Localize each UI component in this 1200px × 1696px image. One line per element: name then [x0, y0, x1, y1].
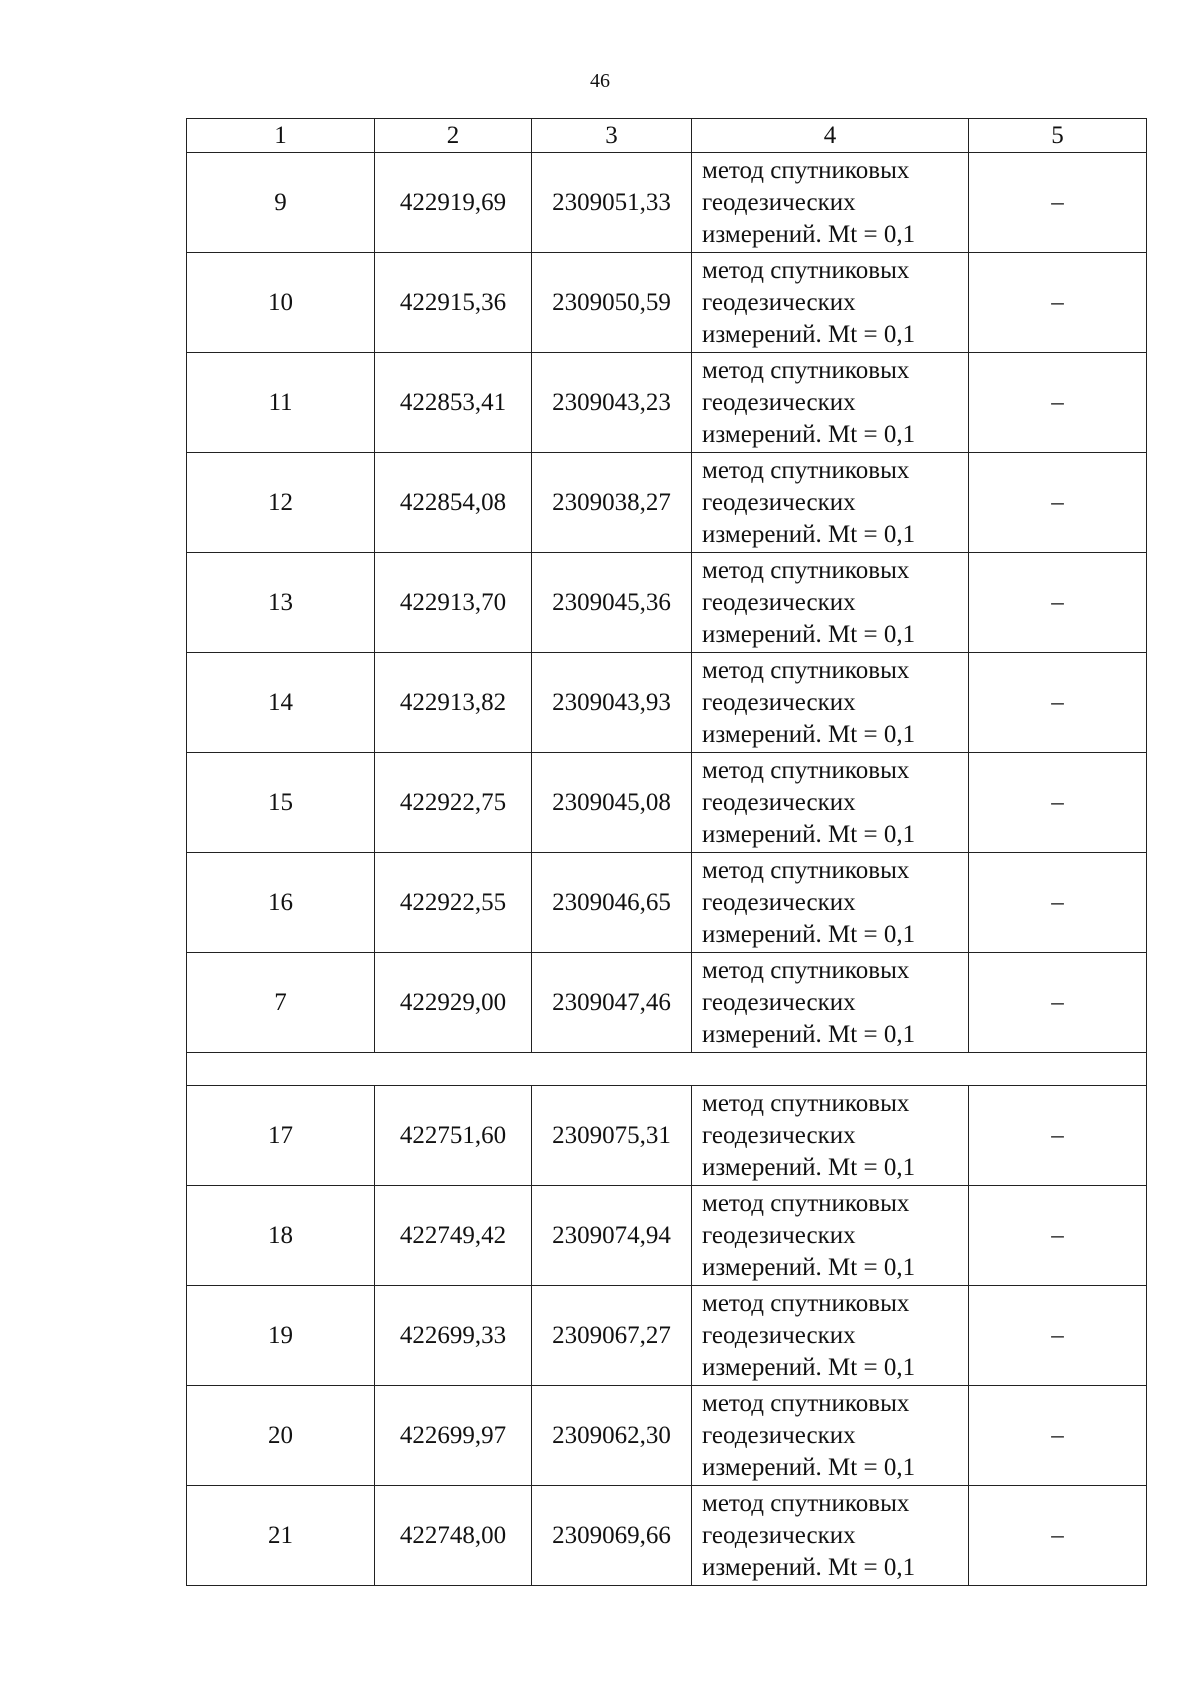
- method-cell: метод спутниковых геодезических измерений. Mt = 0,1: [692, 853, 969, 953]
- table-row: [187, 1186, 1147, 1286]
- table-row: [187, 1286, 1147, 1386]
- y-coordinate-cell: 2309045,36: [532, 553, 692, 653]
- table-row: [187, 153, 1147, 253]
- method-cell: метод спутниковых геодезических измерений. Mt = 0,1: [692, 353, 969, 453]
- note-cell: –: [969, 1186, 1147, 1286]
- point-number-cell: 17: [187, 1086, 375, 1186]
- column-header: 3: [532, 119, 692, 153]
- y-coordinate-cell: 2309043,23: [532, 353, 692, 453]
- method-cell: метод спутниковых геодезических измерений. Mt = 0,1: [692, 1286, 969, 1386]
- note-cell: –: [969, 553, 1147, 653]
- table-row: [187, 1386, 1147, 1486]
- table-body: [187, 153, 1147, 1586]
- column-header: 4: [692, 119, 969, 153]
- y-coordinate-cell: 2309069,66: [532, 1486, 692, 1586]
- x-coordinate-cell: 422919,69: [375, 153, 532, 253]
- x-coordinate-cell: 422922,75: [375, 753, 532, 853]
- method-cell: метод спутниковых геодезических измерений. Mt = 0,1: [692, 1386, 969, 1486]
- table-header: [187, 119, 1147, 153]
- header-row: [187, 119, 1147, 153]
- y-coordinate-cell: 2309043,93: [532, 653, 692, 753]
- method-cell: метод спутниковых геодезических измерений. Mt = 0,1: [692, 1186, 969, 1286]
- x-coordinate-cell: 422748,00: [375, 1486, 532, 1586]
- column-header: 2: [375, 119, 532, 153]
- point-number-cell: 19: [187, 1286, 375, 1386]
- method-cell: метод спутниковых геодезических измерений. Mt = 0,1: [692, 553, 969, 653]
- note-cell: –: [969, 253, 1147, 353]
- method-cell: метод спутниковых геодезических измерений. Mt = 0,1: [692, 753, 969, 853]
- x-coordinate-cell: 422915,36: [375, 253, 532, 353]
- table-row: [187, 753, 1147, 853]
- x-coordinate-cell: 422913,70: [375, 553, 532, 653]
- note-cell: –: [969, 953, 1147, 1053]
- method-cell: метод спутниковых геодезических измерений. Mt = 0,1: [692, 653, 969, 753]
- table-row: [187, 1486, 1147, 1586]
- page-number: 46: [590, 70, 610, 92]
- y-coordinate-cell: 2309075,31: [532, 1086, 692, 1186]
- method-cell: метод спутниковых геодезических измерений. Mt = 0,1: [692, 253, 969, 353]
- table-row: [187, 853, 1147, 953]
- y-coordinate-cell: 2309074,94: [532, 1186, 692, 1286]
- table-row: [187, 353, 1147, 453]
- point-number-cell: 10: [187, 253, 375, 353]
- y-coordinate-cell: 2309050,59: [532, 253, 692, 353]
- table-row: [187, 953, 1147, 1053]
- note-cell: –: [969, 153, 1147, 253]
- note-cell: –: [969, 1486, 1147, 1586]
- note-cell: –: [969, 753, 1147, 853]
- y-coordinate-cell: 2309062,30: [532, 1386, 692, 1486]
- x-coordinate-cell: 422853,41: [375, 353, 532, 453]
- note-cell: –: [969, 453, 1147, 553]
- point-number-cell: 16: [187, 853, 375, 953]
- note-cell: –: [969, 1386, 1147, 1486]
- point-number-cell: 12: [187, 453, 375, 553]
- x-coordinate-cell: 422751,60: [375, 1086, 532, 1186]
- point-number-cell: 21: [187, 1486, 375, 1586]
- point-number-cell: 7: [187, 953, 375, 1053]
- x-coordinate-cell: 422929,00: [375, 953, 532, 1053]
- note-cell: –: [969, 1286, 1147, 1386]
- table-row: [187, 453, 1147, 553]
- x-coordinate-cell: 422699,33: [375, 1286, 532, 1386]
- point-number-cell: 20: [187, 1386, 375, 1486]
- coordinates-table: [186, 118, 1147, 1586]
- x-coordinate-cell: 422854,08: [375, 453, 532, 553]
- point-number-cell: 15: [187, 753, 375, 853]
- point-number-cell: 11: [187, 353, 375, 453]
- method-cell: метод спутниковых геодезических измерений. Mt = 0,1: [692, 153, 969, 253]
- y-coordinate-cell: 2309045,08: [532, 753, 692, 853]
- method-cell: метод спутниковых геодезических измерений. Mt = 0,1: [692, 953, 969, 1053]
- block-separator-row: [187, 1053, 1147, 1086]
- point-number-cell: 13: [187, 553, 375, 653]
- method-cell: метод спутниковых геодезических измерений. Mt = 0,1: [692, 1486, 969, 1586]
- table-row: [187, 553, 1147, 653]
- y-coordinate-cell: 2309038,27: [532, 453, 692, 553]
- block-separator-cell: [187, 1053, 1147, 1086]
- table-row: [187, 653, 1147, 753]
- column-header: 5: [969, 119, 1147, 153]
- table-row: [187, 253, 1147, 353]
- x-coordinate-cell: 422749,42: [375, 1186, 532, 1286]
- x-coordinate-cell: 422922,55: [375, 853, 532, 953]
- point-number-cell: 14: [187, 653, 375, 753]
- y-coordinate-cell: 2309046,65: [532, 853, 692, 953]
- note-cell: –: [969, 1086, 1147, 1186]
- column-header: 1: [187, 119, 375, 153]
- method-cell: метод спутниковых геодезических измерений. Mt = 0,1: [692, 453, 969, 553]
- y-coordinate-cell: 2309051,33: [532, 153, 692, 253]
- point-number-cell: 9: [187, 153, 375, 253]
- method-cell: метод спутниковых геодезических измерений. Mt = 0,1: [692, 1086, 969, 1186]
- x-coordinate-cell: 422699,97: [375, 1386, 532, 1486]
- point-number-cell: 18: [187, 1186, 375, 1286]
- note-cell: –: [969, 853, 1147, 953]
- table-row: [187, 1086, 1147, 1186]
- note-cell: –: [969, 353, 1147, 453]
- x-coordinate-cell: 422913,82: [375, 653, 532, 753]
- note-cell: –: [969, 653, 1147, 753]
- y-coordinate-cell: 2309067,27: [532, 1286, 692, 1386]
- y-coordinate-cell: 2309047,46: [532, 953, 692, 1053]
